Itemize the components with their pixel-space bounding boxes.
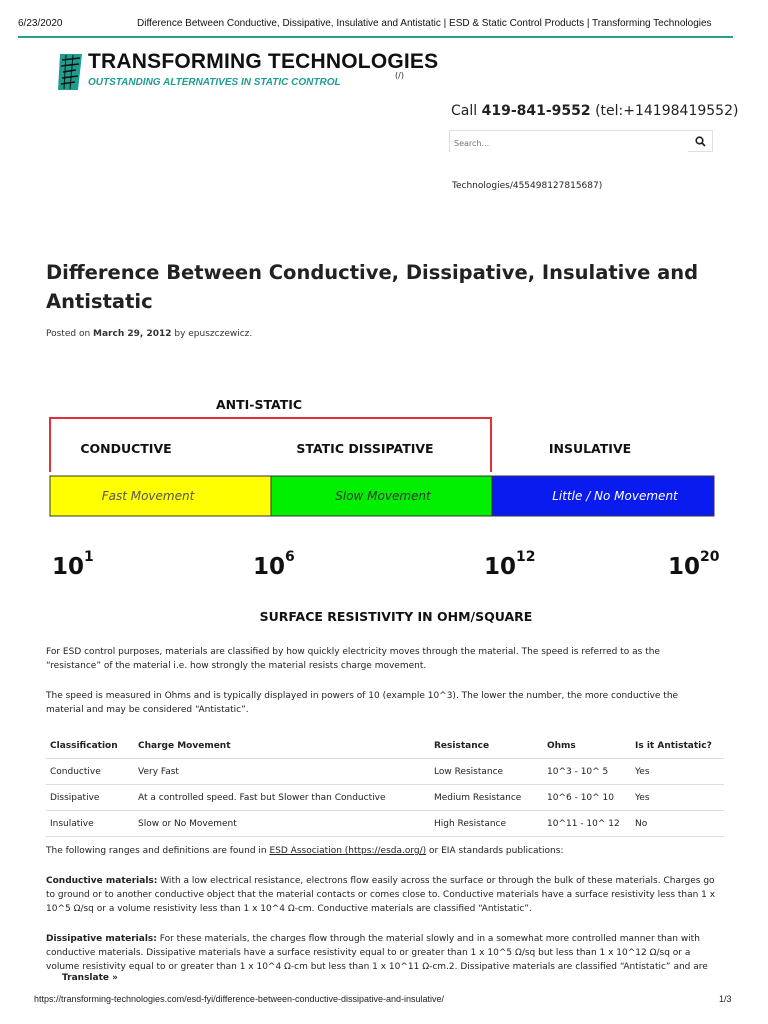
scale-value: $10^6$ xyxy=(253,549,295,580)
table-cell: 10^6 - 10^ 10 xyxy=(543,785,631,811)
table-header-row xyxy=(46,734,724,759)
call-label: Call xyxy=(451,103,478,119)
search-input[interactable] xyxy=(450,133,688,155)
header-divider xyxy=(18,36,733,38)
search-box[interactable] xyxy=(449,130,713,152)
table-cell: No xyxy=(631,811,724,837)
column-header: Classification xyxy=(46,734,134,759)
posted-on-label: Posted on xyxy=(46,329,91,339)
column-header: Ohms xyxy=(543,734,631,759)
translate-button[interactable]: Translate » xyxy=(62,973,118,983)
table-cell: Insulative xyxy=(46,811,134,837)
table-cell: Conductive xyxy=(46,759,134,785)
scale-value: $10^1$ xyxy=(52,549,94,580)
table-cell: High Resistance xyxy=(430,811,543,837)
movement-label: Fast Movement xyxy=(101,489,195,503)
print-date: 6/23/2020 xyxy=(18,18,63,29)
dissipative-definition: Dissipative materials: For these materials, the charges flow through the material slowly and in a somewhat more controlled manner than with conductive materials. Dissipative materials have a surface resistivity equal to or greater than 1 x 10^5 Ω/sq but less than 1 x 10^12 Ω/sq or a volume resistivity equal to or greater than 1 x 10^4 Ω-cm but less than 1 x 10^11 Ω-cm.2. Dissipative materials are classified “Antistatic” and are xyxy=(46,934,708,972)
post-meta xyxy=(46,329,252,339)
classification-table xyxy=(46,734,724,837)
table-row xyxy=(46,785,724,811)
esda-link[interactable]: ESD Association (https://esda.org/) xyxy=(269,846,427,856)
page-number: 1/3 xyxy=(719,994,732,1004)
conductive-term: Conductive materials: xyxy=(46,876,158,886)
column-header: Is it Antistatic? xyxy=(631,734,724,759)
column-header: Resistance xyxy=(430,734,543,759)
post-author: by epuszczewicz. xyxy=(174,329,253,339)
axis-label: SURFACE RESISTIVITY IN OHM/SQUARE xyxy=(259,609,533,624)
brand-name[interactable]: TRANSFORMING TECHNOLOGIES xyxy=(88,50,439,73)
table-cell: Medium Resistance xyxy=(430,785,543,811)
speed-paragraph: The speed is measured in Ohms and is typically displayed in powers of 10 (example 10^3). The lower the number, the more conductive the material and may be considered “Antistatic”. xyxy=(46,691,679,715)
table-cell: At a controlled speed. Fast but Slower than Conductive xyxy=(134,785,430,811)
table-cell: 10^3 - 10^ 5 xyxy=(543,759,631,785)
footer-url: https://transforming-technologies.com/esd-fyi/difference-between-conductive-dissipative-and-insulative/ xyxy=(34,994,445,1004)
category-label: INSULATIVE xyxy=(548,441,632,456)
table-cell: Dissipative xyxy=(46,785,134,811)
table-cell: Yes xyxy=(631,785,724,811)
table-row xyxy=(46,811,724,837)
print-title: Difference Between Conductive, Dissipative, Insulative and Antistatic | ESD & Static Control Products | Transforming Technologies xyxy=(137,18,712,29)
tel-link[interactable]: (tel:+14198419552) xyxy=(595,103,739,119)
brand-link-suffix: (/) xyxy=(395,71,404,80)
logo-icon[interactable] xyxy=(56,52,86,96)
table-cell: Slow or No Movement xyxy=(134,811,430,837)
scale-value: $10^{20}$ xyxy=(668,549,720,580)
intro-paragraph: For ESD control purposes, materials are classified by how quickly electricity moves through the material. The speed is referred to as the “resistance” of the material i.e. how strongly the material resists charge movement. xyxy=(46,647,660,671)
call-line[interactable] xyxy=(451,103,738,119)
movement-label: Slow Movement xyxy=(335,489,431,503)
facebook-link-fragment[interactable]: Technologies/455498127815687) xyxy=(452,181,603,191)
article-title: Difference Between Conductive, Dissipative, Insulative and Antistatic xyxy=(46,261,699,313)
antistatic-label: ANTI-STATIC xyxy=(215,397,303,412)
movement-label: Little / No Movement xyxy=(552,489,678,503)
column-header: Charge Movement xyxy=(134,734,430,759)
search-icon[interactable] xyxy=(695,136,706,147)
post-date[interactable]: March 29, 2012 xyxy=(93,329,172,339)
table-row xyxy=(46,759,724,785)
table-cell: Yes xyxy=(631,759,724,785)
conductive-definition: Conductive materials: With a low electrical resistance, electrons flow easily across the surface or through the bulk of these materials. Charges go to ground or to another conductive object that the material contacts or comes close to. Conductive materials have a surface resistivity less than 1 x 10^5 Ω/sq or a volume resistivity less than 1 x 10^4 Ω-cm. Conductive materials are classified “Antistatic”. xyxy=(46,876,716,914)
resistivity-diagram xyxy=(48,390,720,630)
table-cell: Very Fast xyxy=(134,759,430,785)
brand-tagline: OUTSTANDING ALTERNATIVES IN STATIC CONTROL xyxy=(88,77,341,88)
table-cell: Low Resistance xyxy=(430,759,543,785)
table-cell: 10^11 - 10^ 12 xyxy=(543,811,631,837)
category-label: STATIC DISSIPATIVE xyxy=(296,441,434,456)
category-label: CONDUCTIVE xyxy=(80,441,172,456)
scale-value: $10^{12}$ xyxy=(484,549,536,580)
standards-paragraph: The following ranges and definitions are found in ESD Association (https://esda.org/) or EIA standards publications: xyxy=(46,846,564,856)
dissipative-term: Dissipative materials: xyxy=(46,934,157,944)
phone-number[interactable]: 419-841-9552 xyxy=(481,103,591,119)
